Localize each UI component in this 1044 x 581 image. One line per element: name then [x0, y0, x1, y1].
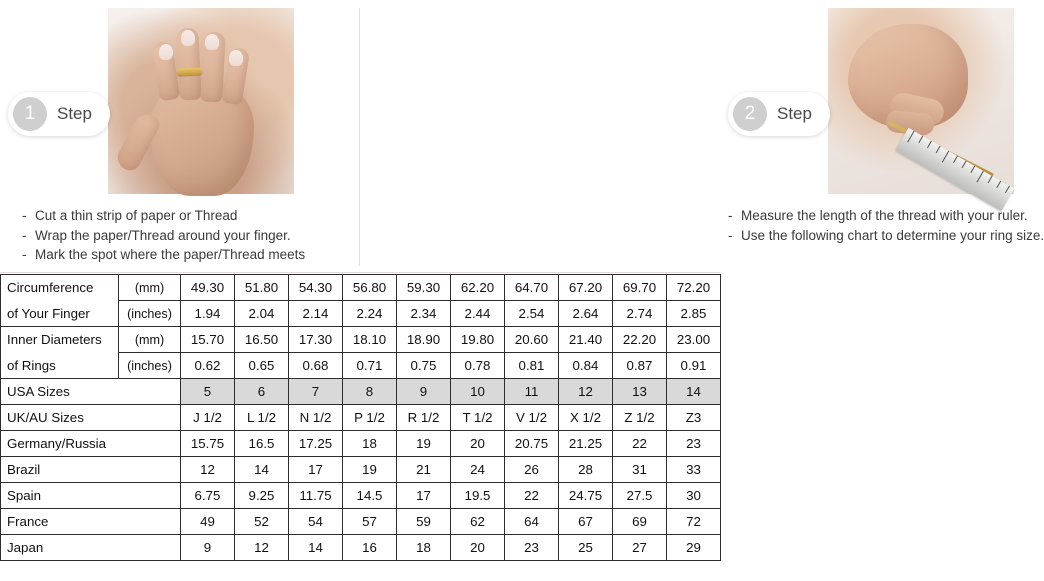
cell: 62.20 — [451, 275, 505, 301]
cell: 11.75 — [289, 483, 343, 509]
cell: 19 — [343, 457, 397, 483]
step-2-instructions: - Measure the length of the thread with your ruler. - Use the following chart to determine your ring size. — [728, 208, 1044, 243]
cell: 59.30 — [397, 275, 451, 301]
cell: 13 — [613, 379, 667, 405]
cell: 19 — [397, 431, 451, 457]
cell: 8 — [343, 379, 397, 405]
cell: 19.5 — [451, 483, 505, 509]
row-label: UK/AU Sizes — [1, 405, 181, 431]
cell: 0.75 — [397, 353, 451, 379]
cell: 18.90 — [397, 327, 451, 353]
step-2-label: Step — [777, 104, 812, 123]
cell: 20.60 — [505, 327, 559, 353]
row-label: Brazil — [1, 457, 181, 483]
cell: 1.94 — [181, 301, 235, 327]
cell: V 1/2 — [505, 405, 559, 431]
cell: 54.30 — [289, 275, 343, 301]
cell: 6 — [235, 379, 289, 405]
table-row — [1, 301, 721, 327]
cell: 5 — [181, 379, 235, 405]
cell: 20 — [451, 535, 505, 561]
step-1-number: 1 — [13, 97, 47, 131]
row-label: Japan — [1, 535, 181, 561]
cell: 30 — [667, 483, 721, 509]
cell: 0.81 — [505, 353, 559, 379]
step-1-label: Step — [57, 104, 92, 123]
cell: 21 — [397, 457, 451, 483]
cell: 62 — [451, 509, 505, 535]
table-row — [1, 275, 721, 301]
row-unit: (mm) — [119, 275, 181, 301]
ring-band-icon — [177, 67, 202, 75]
cell: 0.68 — [289, 353, 343, 379]
table-row — [1, 483, 721, 509]
cell: 20.75 — [505, 431, 559, 457]
vertical-divider — [359, 8, 360, 266]
cell: L 1/2 — [235, 405, 289, 431]
cell: 26 — [505, 457, 559, 483]
cell: 31 — [613, 457, 667, 483]
cell: 29 — [667, 535, 721, 561]
cell: 2.24 — [343, 301, 397, 327]
cell: 21.25 — [559, 431, 613, 457]
cell: 72.20 — [667, 275, 721, 301]
cell: 24 — [451, 457, 505, 483]
cell: Z3 — [667, 405, 721, 431]
cell: 14 — [289, 535, 343, 561]
table-row — [1, 535, 721, 561]
cell: R 1/2 — [397, 405, 451, 431]
cell: 57 — [343, 509, 397, 535]
table-row — [1, 405, 721, 431]
cell: 67.20 — [559, 275, 613, 301]
ruler-icon — [896, 128, 1015, 212]
cell: 15.75 — [181, 431, 235, 457]
cell: 59 — [397, 509, 451, 535]
cell: 16.5 — [235, 431, 289, 457]
row-label: Circumference — [1, 275, 119, 301]
step-1-bullet-3: Mark the spot where the paper/Thread meets — [35, 247, 306, 262]
cell: 23 — [505, 535, 559, 561]
measure-thread-photo — [828, 8, 1014, 194]
cell: 9 — [397, 379, 451, 405]
cell: 24.75 — [559, 483, 613, 509]
row-label: France — [1, 509, 181, 535]
cell: 0.62 — [181, 353, 235, 379]
row-unit: (inches) — [119, 301, 181, 327]
step-1-column — [0, 0, 360, 274]
cell: 17 — [397, 483, 451, 509]
cell: 0.84 — [559, 353, 613, 379]
cell: 22.20 — [613, 327, 667, 353]
step-1-bullet-2: Wrap the paper/Thread around your finger. — [35, 227, 291, 243]
cell: 51.80 — [235, 275, 289, 301]
table-row — [1, 457, 721, 483]
cell: 17 — [289, 457, 343, 483]
cell: 15.70 — [181, 327, 235, 353]
cell: 25 — [559, 535, 613, 561]
row-label: of Your Finger — [1, 301, 119, 327]
step-2-bullet-2: Use the following chart to determine your ring size. — [741, 227, 1044, 243]
cell: 17.25 — [289, 431, 343, 457]
ring-size-table — [0, 274, 721, 561]
cell: 12 — [235, 535, 289, 561]
cell: 72 — [667, 509, 721, 535]
step-2-badge — [728, 92, 830, 136]
step-1-bullet-1: Cut a thin strip of paper or Thread — [35, 208, 238, 223]
row-unit: (mm) — [119, 327, 181, 353]
row-label: USA Sizes — [1, 379, 181, 405]
cell: J 1/2 — [181, 405, 235, 431]
cell: 9 — [181, 535, 235, 561]
cell: 2.85 — [667, 301, 721, 327]
row-label: of Rings — [1, 353, 119, 379]
cell: 17.30 — [289, 327, 343, 353]
table-row — [1, 353, 721, 379]
cell: P 1/2 — [343, 405, 397, 431]
cell: 20 — [451, 431, 505, 457]
cell: 2.64 — [559, 301, 613, 327]
cell: 27 — [613, 535, 667, 561]
cell: 2.74 — [613, 301, 667, 327]
cell: 2.04 — [235, 301, 289, 327]
cell: T 1/2 — [451, 405, 505, 431]
cell: 18 — [397, 535, 451, 561]
cell: 7 — [289, 379, 343, 405]
cell: 0.87 — [613, 353, 667, 379]
steps-section — [0, 0, 1044, 274]
row-label: Inner Diameters — [1, 327, 119, 353]
cell: 52 — [235, 509, 289, 535]
cell: 14.5 — [343, 483, 397, 509]
cell: 28 — [559, 457, 613, 483]
cell: 0.65 — [235, 353, 289, 379]
horizontal-divider — [0, 272, 720, 273]
cell: 21.40 — [559, 327, 613, 353]
cell: N 1/2 — [289, 405, 343, 431]
cell: 18 — [343, 431, 397, 457]
cell: 16.50 — [235, 327, 289, 353]
step-2-column — [360, 0, 1044, 274]
cell: 6.75 — [181, 483, 235, 509]
cell: 12 — [181, 457, 235, 483]
cell: 10 — [451, 379, 505, 405]
cell: 23 — [667, 431, 721, 457]
cell: 27.5 — [613, 483, 667, 509]
cell: Z 1/2 — [613, 405, 667, 431]
table-row — [1, 509, 721, 535]
table-row — [1, 327, 721, 353]
cell: 2.14 — [289, 301, 343, 327]
cell: 16 — [343, 535, 397, 561]
cell: 22 — [505, 483, 559, 509]
cell: 64 — [505, 509, 559, 535]
cell: 14 — [667, 379, 721, 405]
table-row — [1, 379, 721, 405]
cell: 54 — [289, 509, 343, 535]
step-2-number: 2 — [733, 97, 767, 131]
step-1-badge — [8, 92, 110, 136]
cell: 2.54 — [505, 301, 559, 327]
cell: 67 — [559, 509, 613, 535]
cell: 69.70 — [613, 275, 667, 301]
cell: 0.91 — [667, 353, 721, 379]
step-1-instructions: - Cut a thin strip of paper or Thread - Wrap the paper/Thread around your finger. - Mark the spot where the paper/Thread meets — [22, 208, 306, 262]
cell: 69 — [613, 509, 667, 535]
cell: 49.30 — [181, 275, 235, 301]
cell: 56.80 — [343, 275, 397, 301]
cell: 18.10 — [343, 327, 397, 353]
table-row — [1, 431, 721, 457]
cell: 0.71 — [343, 353, 397, 379]
cell: 49 — [181, 509, 235, 535]
hand-wrap-thread-photo — [108, 8, 294, 194]
cell: 19.80 — [451, 327, 505, 353]
row-label: Spain — [1, 483, 181, 509]
row-unit: (inches) — [119, 353, 181, 379]
cell: 9.25 — [235, 483, 289, 509]
cell: 11 — [505, 379, 559, 405]
cell: 23.00 — [667, 327, 721, 353]
cell: 2.44 — [451, 301, 505, 327]
cell: 0.78 — [451, 353, 505, 379]
cell: 2.34 — [397, 301, 451, 327]
cell: 14 — [235, 457, 289, 483]
step-2-bullet-1: Measure the length of the thread with your ruler. — [741, 208, 1028, 223]
cell: X 1/2 — [559, 405, 613, 431]
cell: 22 — [613, 431, 667, 457]
row-label: Germany/Russia — [1, 431, 181, 457]
cell: 33 — [667, 457, 721, 483]
cell: 12 — [559, 379, 613, 405]
cell: 64.70 — [505, 275, 559, 301]
